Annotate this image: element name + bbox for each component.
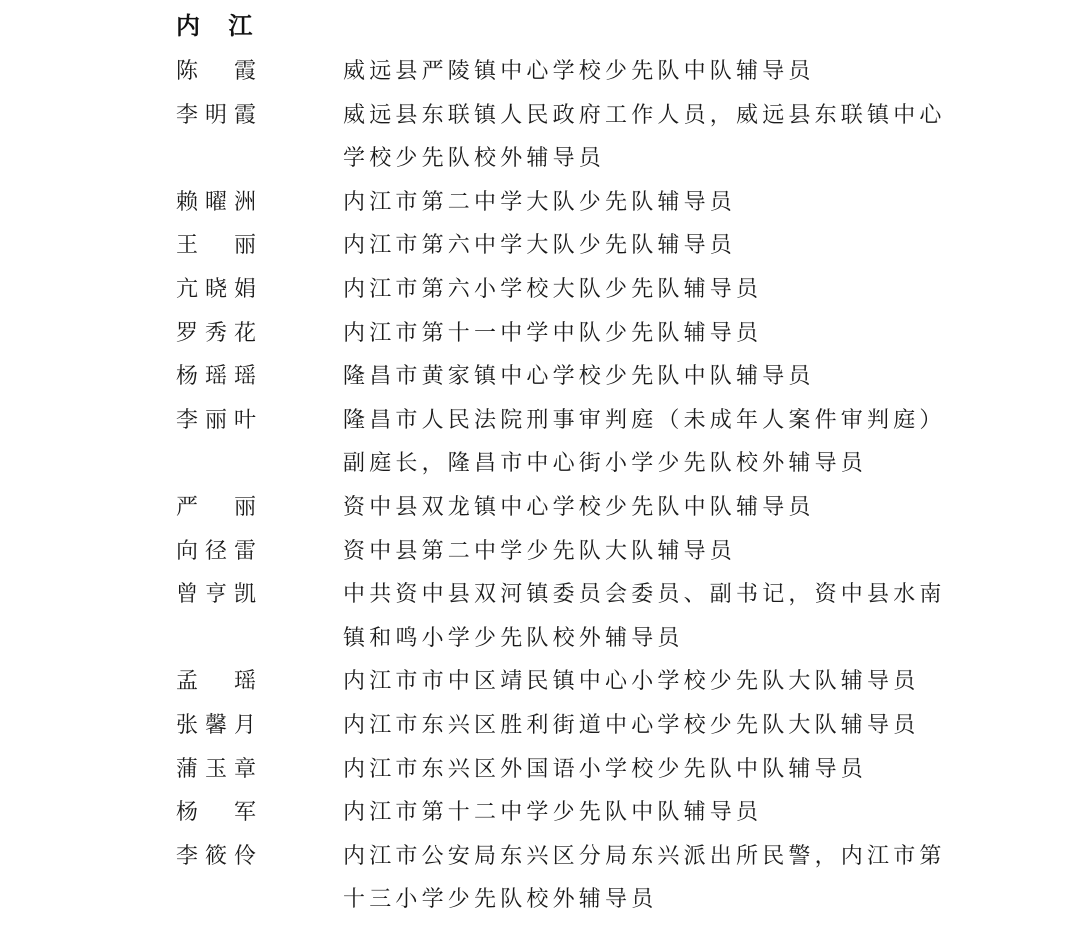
honoree-description: 内江市第十二中学少先队中队辅导员 <box>343 800 763 826</box>
honoree-description: 内江市第十一中学中队少先队辅导员 <box>343 320 763 346</box>
honoree-name: 李明霞 <box>176 102 256 128</box>
region-heading: 内 江 <box>176 12 263 40</box>
honoree-description: 资中县双龙镇中心学校少先队中队辅导员 <box>343 494 815 520</box>
honoree-name: 李丽叶 <box>176 407 256 433</box>
honoree-description: 内江市市中区靖民镇中心小学校少先队大队辅导员 <box>343 669 920 695</box>
honoree-name: 李筱伶 <box>176 843 256 869</box>
honoree-name: 罗秀花 <box>176 320 256 346</box>
honoree-description: 内江市第二中学大队少先队辅导员 <box>343 189 737 215</box>
list-item <box>0 50 1080 94</box>
honoree-name: 严 丽 <box>176 494 256 520</box>
honoree-description: 隆昌市人民法院刑事审判庭（未成年人案件审判庭）副庭长，隆昌市中心街小学少先队校外辅导员 <box>343 407 946 477</box>
list-item <box>0 573 1080 660</box>
honoree-name: 王 丽 <box>176 233 256 259</box>
list-item <box>0 835 1080 922</box>
honoree-description: 内江市第六小学校大队少先队辅导员 <box>343 276 763 302</box>
honoree-description: 资中县第二中学少先队大队辅导员 <box>343 538 737 564</box>
honoree-description: 威远县东联镇人民政府工作人员，威远县东联镇中心学校少先队校外辅导员 <box>343 102 946 172</box>
list-item <box>0 530 1080 574</box>
honoree-name: 曾亨凯 <box>176 582 256 608</box>
list-item <box>0 355 1080 399</box>
list-item <box>0 181 1080 225</box>
honoree-description: 隆昌市黄家镇中心学校少先队中队辅导员 <box>343 364 815 390</box>
list-item <box>0 312 1080 356</box>
list-item <box>0 399 1080 486</box>
honoree-description: 威远县严陵镇中心学校少先队中队辅导员 <box>343 59 815 84</box>
honoree-list <box>0 50 1080 922</box>
honoree-description: 内江市东兴区外国语小学校少先队中队辅导员 <box>343 756 868 782</box>
honoree-name: 张馨月 <box>176 712 256 738</box>
list-item <box>0 486 1080 530</box>
honoree-name: 孟 瑶 <box>176 669 256 695</box>
honoree-name: 陈 霞 <box>176 59 256 84</box>
honoree-name: 蒲玉章 <box>176 756 256 782</box>
honoree-name: 亢晓娟 <box>176 276 256 302</box>
honoree-description: 中共资中县双河镇委员会委员、副书记，资中县水南镇和鸣小学少先队校外辅导员 <box>343 582 946 651</box>
honoree-name: 杨 军 <box>176 800 256 826</box>
honoree-description: 内江市公安局东兴区分局东兴派出所民警，内江市第十三小学少先队校外辅导员 <box>343 843 946 913</box>
list-item <box>0 748 1080 792</box>
list-item <box>0 268 1080 312</box>
list-item <box>0 704 1080 748</box>
honoree-name: 向径雷 <box>176 538 256 564</box>
list-item <box>0 791 1080 835</box>
honoree-name: 赖曜洲 <box>176 189 256 215</box>
honoree-description: 内江市第六中学大队少先队辅导员 <box>343 233 737 259</box>
list-item <box>0 94 1080 181</box>
list-item <box>0 224 1080 268</box>
honoree-name: 杨瑶瑶 <box>176 364 256 390</box>
list-item <box>0 660 1080 704</box>
honoree-description: 内江市东兴区胜利街道中心学校少先队大队辅导员 <box>343 712 920 738</box>
